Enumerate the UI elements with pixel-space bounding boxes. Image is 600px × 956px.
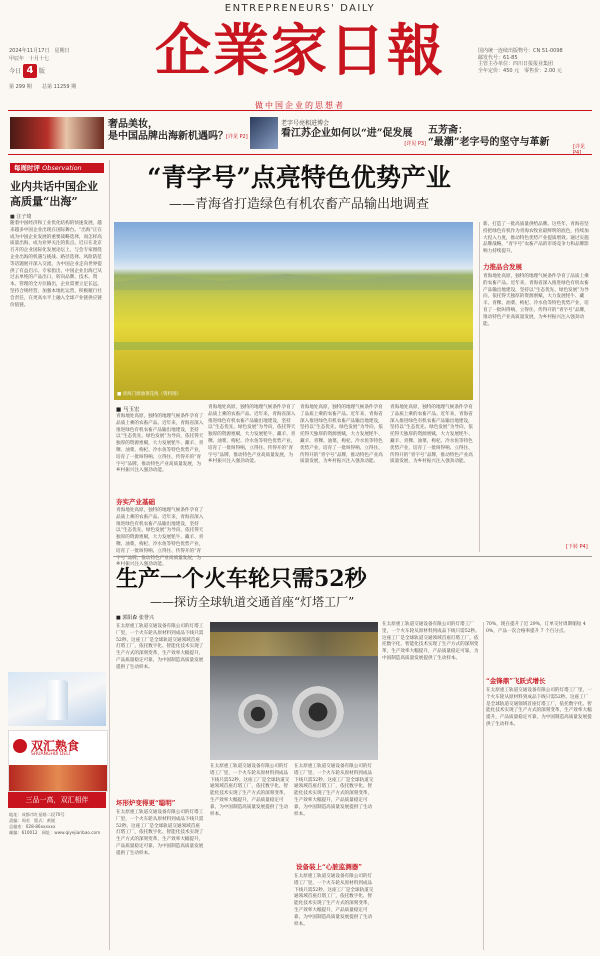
today-label: 今日 <box>9 68 22 75</box>
teaser-photo-2 <box>250 117 278 149</box>
feature1-body-col1: 青海地处高原，独特的地理气候条件孕育了品质上乘的农畜产品。近年来，青海省深入推进绿色有机农畜产品输出地建设，坚持以“生态优先、绿色发展”为导向，依托得天独厚的资源禀赋，大力发展牦牛、藏羊、青稞、油菜、枸杞、冷水鱼等特色优势产业，培育了一批叫得响、立得住、传得开的“青字号”品牌，推动特色产业高质量发展，为乡村振兴注入强劲动能。 <box>116 414 204 474</box>
teaser-1[interactable] <box>108 119 258 143</box>
postal-code-label: 邮发代号： <box>478 54 504 61</box>
feature2-body-col1b: 在太原重工轨道交通设备有限公司的灯塔工厂里，一个火车轮从原材料到成品下线只需52秒。这座工厂是全球轨道交通领域首座灯塔工厂，依托数字化、智能化技术实现了生产方式的深刻变革，生产效率大幅提升，产品质量稳定可靠，为中国制造高质量发展提供了生动样本。 <box>116 810 204 856</box>
publisher-label: 主管主办单位： <box>478 61 514 67</box>
footer-address-label: 地址： <box>9 812 22 817</box>
feature1-right-rule <box>479 222 480 552</box>
masthead-title: 企業家日報 <box>155 18 445 84</box>
masthead-rule <box>8 110 592 111</box>
feature2-subheadline: ——探访全球轨道交通首座“灯塔工厂” <box>150 595 355 609</box>
feature1-photo <box>114 222 473 400</box>
footer-line-1: 责编：周若 版式：黄媛 <box>9 818 56 823</box>
feature2-body-col1: 在太原重工轨道交通设备有限公司的灯塔工厂里，一个火车轮从原材料到成品下线只需52秒。这座工厂是全球轨道交通领域首座灯塔工厂，依托数字化、智能化技术实现了生产方式的深刻变革，生产效率大幅提升，产品质量稳定可靠，为中国制造高质量发展提供了生动样本。 <box>116 624 204 670</box>
footer-line-3: 邮编：610012 网址：www.qiyejiaribao.com <box>9 830 101 835</box>
feature1-section-heading: 夯实产业基础 <box>116 498 155 506</box>
masthead-info-right <box>478 48 594 74</box>
teaser-3-ref: [详见 P4] <box>573 144 585 156</box>
teaser-1-ref: [详见 P2] <box>226 134 248 140</box>
feature2-body-col3b: 在太原重工轨道交通设备有限公司的灯塔工厂里，一个火车轮从原材料到成品下线只需52秒。这座工厂是全球轨道交通领域首座灯塔工厂，依托数字化、智能化技术实现了生产方式的深刻变革，生产效率大幅提升，产品质量稳定可靠，为中国制造高质量发展提供了生动样本。 <box>294 874 374 927</box>
photo-wheel-2 <box>292 686 344 738</box>
feature1-body-col1b: 青海地处高原，独特的地理气候条件孕育了品质上乘的农畜产品。近年来，青海省深入推进绿色有机农畜产品输出地建设，坚持以“生态优先、绿色发展”为导向，依托得天独厚的资源禀赋，大力发展牦牛、藏羊、青稞、油菜、枸杞、冷水鱼等特色优势产业，培育了一批叫得响、立得住、传得开的“青字号”品牌，推动特色产业高质量发展，为乡村振兴注入强劲动能。 <box>116 508 204 568</box>
teaser-2-ref: [详见 P3] <box>404 141 426 147</box>
feature1-body-col4: 青海地处高原，独特的地理气候条件孕育了品质上乘的农畜产品。近年来，青海省深入推进绿色有机农畜产品输出地建设，坚持以“生态优先、绿色发展”为导向，依托得天独厚的资源禀赋，大力发展牦牛、藏羊、青稞、油菜、枸杞、冷水鱼等特色优势产业，培育了一批叫得响、立得住、传得开的“青字号”品牌，推动特色产业高质量发展，为乡村振兴注入强劲动能。 <box>390 405 473 465</box>
feature2-body-col4: 在太原重工轨道交通设备有限公司的灯塔工厂里，一个火车轮从原材料到成品下线只需52秒。这座工厂是全球轨道交通领域首座灯塔工厂，依托数字化、智能化技术实现了生产方式的深刻变革，生产效率大幅提升，产品质量稳定可靠，为中国制造高质量发展提供了生动样本。 <box>382 622 480 661</box>
feature1-headline: “青字号”点亮特色优势产业 <box>147 163 451 192</box>
feature1-body-col2: 青海地处高原，独特的地理气候条件孕育了品质上乘的农畜产品。近年来，青海省深入推进绿色有机农畜产品输出地建设，坚持以“生态优先、绿色发展”为导向，依托得天独厚的资源禀赋，大力发展牦牛、藏羊、青稞、油菜、枸杞、冷水鱼等特色优势产业，培育了一批叫得响、立得住、传得开的“青字号”品牌，推动特色产业高质量发展，为乡村振兴注入强劲动能。 <box>208 405 296 465</box>
teaser-photo-1 <box>10 117 104 149</box>
feature2-body-col2: 在太原重工轨道交通设备有限公司的灯塔工厂里，一个火车轮从原材料到成品下线只需52秒。这座工厂是全球轨道交通领域首座灯塔工厂，依托数字化、智能化技术实现了生产方式的深刻变革，生产效率大幅提升，产品质量稳定可靠，为中国制造高质量发展提供了生动样本。 <box>210 764 290 817</box>
postal-code: 61-85 <box>503 54 518 61</box>
teaser-2-title: 看江苏企业如何以“进”促发展 <box>281 128 413 139</box>
feature2-body-col5: 在太原重工轨道交通设备有限公司的灯塔工厂里，一个火车轮从原材料到成品下线只需52秒。这座工厂是全球轨道交通领域首座灯塔工厂，依托数字化、智能化技术实现了生产方式的深刻变革，生产效率大幅提升，产品质量稳定可靠，为中国制造高质量发展提供了生动样本。 <box>486 688 592 727</box>
teaser-2-kicker: 老字号亮相进博会 <box>281 120 330 127</box>
feature2-right-heading: “金锋鼎”飞跃式增长 <box>486 677 546 685</box>
photo-wheel-1 <box>238 694 278 734</box>
unified-code: CN 51-0098 <box>533 48 563 54</box>
feature1-right-text: 新、打造了一批高质量供给品牌。这些年，青海省坚持把绿色有机作为青海农牧业最鲜明的底色，持续加大投入力度，推动特色优势产业提质增效。通过实施品牌战略，“青字号”农畜产品的市场竞争力和品牌影响力持续提升。 <box>483 222 589 255</box>
shuanghui-brand: 双汇熟食 <box>31 739 80 753</box>
feature2-body-col3: 在太原重工轨道交通设备有限公司的灯塔工厂里，一个火车轮从原材料到成品下线只需52秒。这座工厂是全球轨道交通领域首座灯塔工厂，依托数字化、智能化技术实现了生产方式的深刻变革，生产效率大幅提升，产品质量稳定可靠，为中国制造高质量发展提供了生动样本。 <box>294 764 374 817</box>
english-name: ENTREPRENEURS' DAILY <box>224 3 376 14</box>
observation-headline: 业内共话中国企业高质量“出海” <box>10 180 98 208</box>
teaser-3-title: “最潮”老字号的坚守与革新 <box>428 137 550 148</box>
photo-mountain-shape <box>114 270 473 290</box>
feature1-photo-caption: ■ 青海门源油菜花海（资料图） <box>117 392 182 397</box>
lunar-line: 甲辰年 十月十七 <box>9 56 50 62</box>
shuanghui-product-image <box>9 765 107 791</box>
feature2-photo <box>210 622 378 760</box>
feature1-right-body: 青海地处高原，独特的地理气候条件孕育了品质上乘的农畜产品。近年来，青海省深入推进绿色有机农畜产品输出地建设，坚持以“生态优先、绿色发展”为导向，依托得天独厚的资源禀赋，大力发展牦牛、藏羊、青稞、油菜、枸杞、冷水鱼等特色优势产业，培育了一批叫得响、立得住、传得开的“青字号”品牌，推动特色产业高质量发展，为乡村振兴注入强劲动能。 <box>483 274 589 327</box>
publisher: 四川日报报业集团 <box>513 61 554 67</box>
feature2-headline: 生产一个火车轮只需52秒 <box>116 566 367 592</box>
feature1-more-ref: [下转 P4] <box>566 544 588 550</box>
shuanghui-logo-icon <box>13 739 27 753</box>
shuanghui-brand-en: SHUANGHUI DELI <box>31 752 71 757</box>
pages-count: 4 <box>23 64 37 78</box>
date-line: 2024年11月17日 星期日 <box>9 48 70 54</box>
shuanghui-slogan-bar <box>8 792 106 808</box>
unit-price-label: 零售价： <box>524 67 545 74</box>
feature1-right-heading: 力推品合发展 <box>483 263 522 271</box>
observation-label-en: Observation <box>42 164 82 172</box>
footer-address: 成都市红星路二段70号 <box>21 812 65 817</box>
pages-label: 版 <box>38 68 45 75</box>
teaser-3-kicker: 五芳斋： <box>428 125 468 136</box>
teaser-1-title2: 是中国品牌出海新机遇吗？ <box>108 131 228 142</box>
price-label: 全年定价： <box>478 67 504 74</box>
pages-badge <box>9 64 45 78</box>
teaser-1-title: 奢品美妆， <box>108 119 158 130</box>
observation-byline: ■ 汪子琦 <box>10 214 32 220</box>
left-column-rule <box>109 160 110 950</box>
price: 450 元 <box>503 67 520 74</box>
teaser-3[interactable] <box>428 121 588 156</box>
feature2-right-rule <box>483 622 484 950</box>
unit-price: 2.00 元 <box>544 67 562 74</box>
feature1-body-col3: 青海地处高原，独特的地理气候条件孕育了品质上乘的农畜产品。近年来，青海省深入推进绿色有机农畜产品输出地建设，坚持以“生态优先、绿色发展”为导向，依托得天独厚的资源禀赋，大力发展牦牛、藏羊、青稞、油菜、枸杞、冷水鱼等特色优势产业，培育了一批叫得响、立得住、传得开的“青字号”品牌，推动特色产业高质量发展，为乡村振兴注入强劲动能。 <box>300 405 383 465</box>
ad-liquor <box>8 672 106 726</box>
masthead-slogan: 做中国企业的思想者 <box>255 101 345 110</box>
shuanghui-slogan: 三品一高，双汇相伴 <box>25 796 89 804</box>
feature-divider <box>113 556 592 557</box>
observation-body: 随着中国经济和工业优化结构的快速发展，越来越多中国企业出现在国际舞台。“出海”正在成为中国企业发展的重要战略选择，而怎样高质量出海，成为业界关注的焦点。近日在北京召开的企业国际化发展论坛上，与会专家围绕企业出海的机遇与挑战、路径选择、风险防范等话题展开深入交流，为中国企业走向世界提供了有益启示。专家指出，中国企业出海已从过去单纯的产品出口，转向品牌、技术、资本、管理的全方位输出，企业需要立足长远，坚持合规经营，加强本地化运营，积极履行社会责任，在更高水平上融入全球产业链供应链价值链。 <box>10 221 102 308</box>
teaser-rule <box>8 154 592 155</box>
footer-info <box>9 812 105 836</box>
observation-label <box>10 163 104 173</box>
unified-code-label: 国内统一连续出版物号： <box>478 48 534 54</box>
issue-no: 第 299 期 <box>9 84 32 90</box>
observation-label-cn: 每周时评 <box>14 164 40 172</box>
feature2-mid-heading: 设备装上“心脏监测器” <box>296 863 362 871</box>
feature2-result-text: 70%，现在提升了近 29%，订单交付周期缩短 40%，产品一次合格率提升 7 个百分点。 <box>486 622 586 634</box>
feature2-left-heading: 坏形炉变得更“聪明” <box>116 799 176 807</box>
photo-field-strip <box>114 342 473 350</box>
footer-line-2: 总编室：028-86xxxxxx <box>9 824 56 829</box>
teaser-2[interactable] <box>281 118 426 147</box>
feature1-byline: ■ 马玉宏 <box>116 407 140 413</box>
total-issue: 总第 11259 期 <box>42 84 77 90</box>
feature1-subheadline: ——青海省打造绿色有机农畜产品输出地调查 <box>168 197 429 212</box>
feature2-byline: ■ 郭阳森 张誉兴 <box>116 615 154 621</box>
ad-shuanghui <box>8 730 108 792</box>
liquor-bottle-shape <box>46 680 68 720</box>
photo-machinery <box>210 632 378 656</box>
